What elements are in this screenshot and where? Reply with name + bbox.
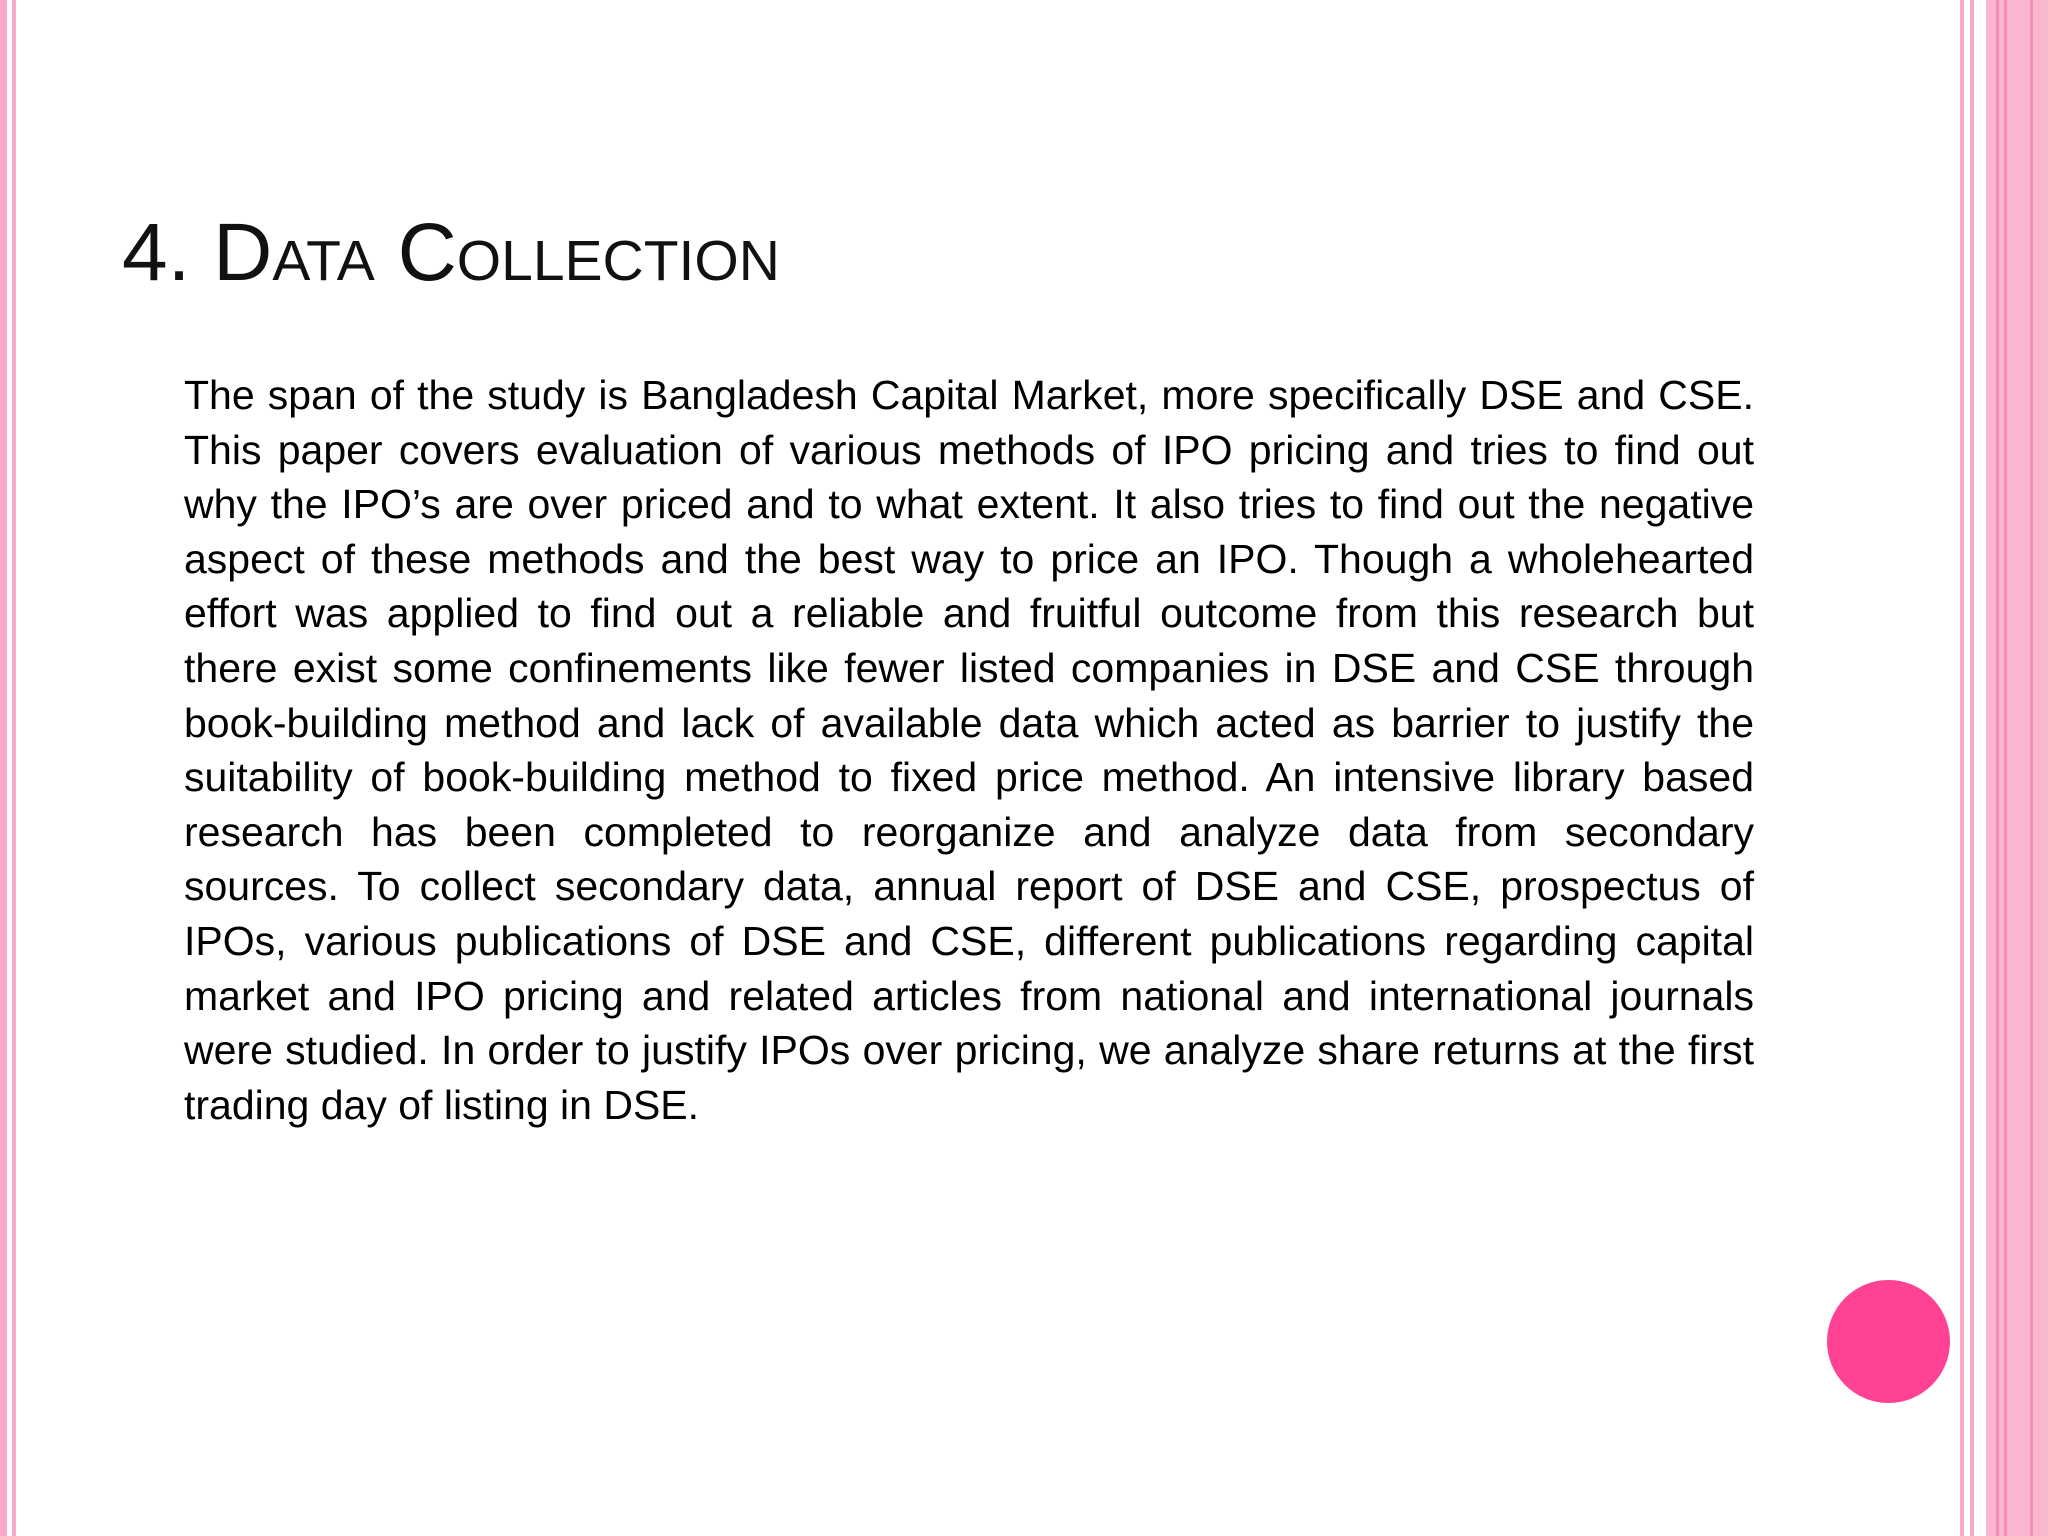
right-band-stripe bbox=[2004, 0, 2007, 1536]
left-border-outer bbox=[0, 0, 7, 1536]
slide-body-text: The span of the study is Bangladesh Capital Market, more specifically DSE and CSE. This paper covers evaluation of various methods of IPO pricing and tries to find out why the IPO’s are over priced and to what extent. It also tries to find out the negative aspect of these methods and the best way to price an IPO. Though a wholehearted effort was applied to find out a reliable and fruitful outcome from this research but there exist some confinements like fewer listed companies in DSE and CSE through book-building method and lack of available data which acted as barrier to justify the suitability of book-building method to fixed price method. An intensive library based research has been completed to reorganize and analyze data from secondary sources. To collect secondary data, annual report of DSE and CSE, prospectus of IPOs, various publications of DSE and CSE, different publications regarding capital market and IPO pricing and related articles from national and international journals were studied. In order to justify IPOs over pricing, we analyze share returns at the first trading day of listing in DSE. bbox=[184, 372, 1754, 1128]
slide-title: 4. Data Collection bbox=[122, 207, 780, 298]
right-band-stripe bbox=[1996, 0, 1999, 1536]
left-border-inner bbox=[12, 0, 16, 1536]
right-border-line bbox=[1970, 0, 1974, 1536]
accent-circle bbox=[1827, 1280, 1950, 1403]
right-border-line bbox=[1960, 0, 1964, 1536]
right-band-stripe bbox=[2030, 0, 2033, 1536]
